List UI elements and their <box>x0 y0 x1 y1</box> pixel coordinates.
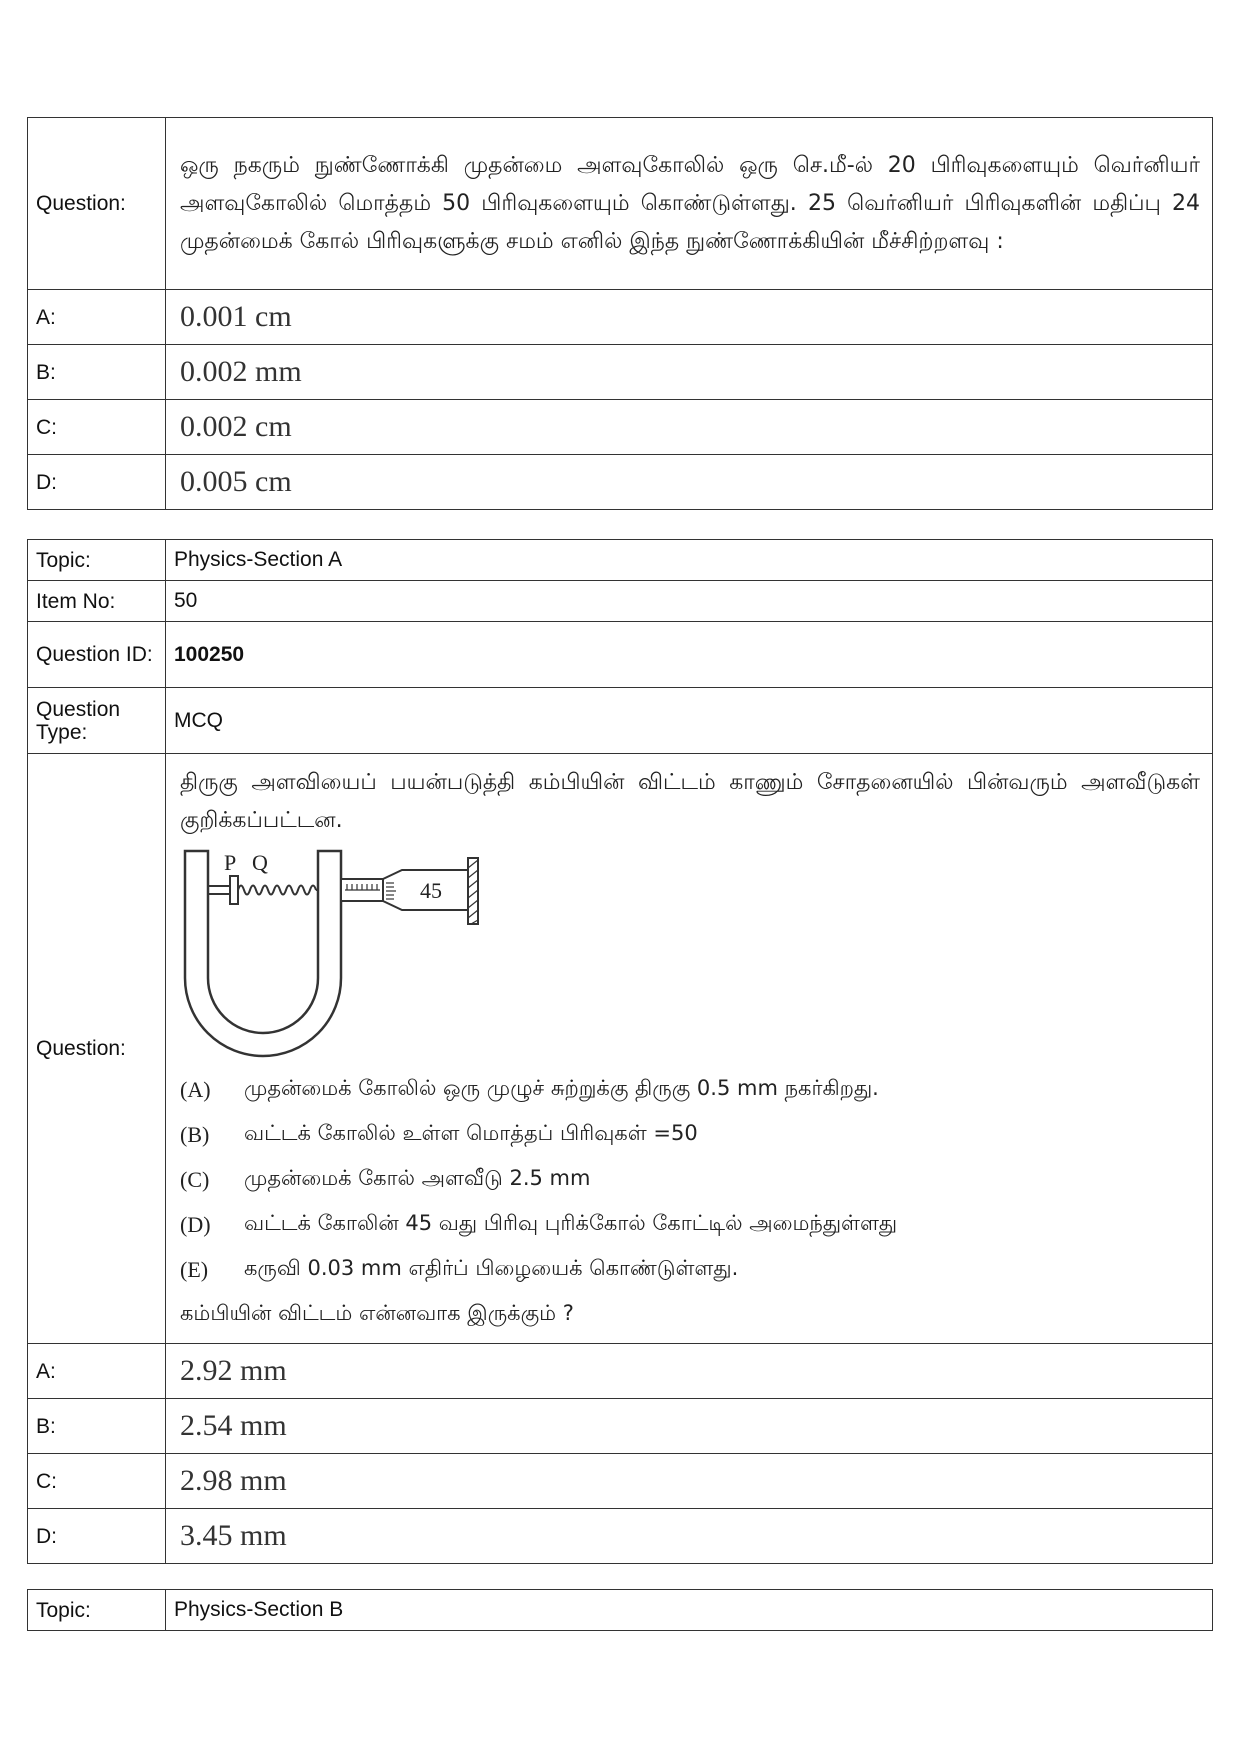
option-value-d: 3.45 mm <box>166 1509 1213 1564</box>
question-label: Question: <box>28 754 166 1344</box>
statement-d: (D) வட்டக் கோலின் 45 வது பிரிவு புரிக்கோல் கோட்டில் அமைந்துள்ளது <box>180 1211 898 1237</box>
question-closing: கம்பியின் விட்டம் என்னவாக இருக்கும் ? <box>180 1301 574 1325</box>
statement-list <box>166 1067 1212 1337</box>
label-q: Q <box>252 850 268 875</box>
option-label-d: D: <box>28 1509 166 1564</box>
option-label-c: C: <box>28 1454 166 1509</box>
question-type-label: Question Type: <box>28 688 166 754</box>
statement-c: (C) முதன்மைக் கோல் அளவீடு 2.5 mm <box>180 1166 591 1192</box>
question-table-2 <box>27 539 1213 1564</box>
option-value-b: 2.54 mm <box>166 1399 1213 1454</box>
question-label: Question: <box>28 118 166 290</box>
option-label-b: B: <box>28 1399 166 1454</box>
question-cell <box>166 754 1213 1344</box>
option-label-b: B: <box>28 345 166 400</box>
gauge-frame <box>185 851 341 1056</box>
question-type-value: MCQ <box>166 688 1213 754</box>
option-label-a: A: <box>28 290 166 345</box>
question-id-label: Question ID: <box>28 622 166 688</box>
option-value-c: 0.002 cm <box>166 400 1213 455</box>
option-value-a: 0.001 cm <box>166 290 1213 345</box>
question-text: ஒரு நகரும் நுண்ணோக்கி முதன்மை அளவுகோலில் ஒரு செ.மீ-ல் 20 பிரிவுகளையும் வெர்னியர் அளவுகோலில் மொத்தம் 50 பிரிவுகளையும் கொண்டுள்ளது. 25 வெர்னியர் பிரிவுகளின் மதிப்பு 24 முதன்மைக் கோல் பிரிவுகளுக்கு சமம் எனில் இந்த நுண்ணோக்கியின் மீச்சிற்றளவு : <box>180 152 1200 254</box>
question-id-value: 100250 <box>174 642 245 666</box>
question-id-cell <box>166 622 1213 688</box>
topic-label: Topic: <box>28 540 166 581</box>
option-value-a: 2.92 mm <box>166 1344 1213 1399</box>
plate-p <box>230 876 238 904</box>
option-label-d: D: <box>28 455 166 510</box>
statement-e: (E) கருவி 0.03 mm எதிர்ப் பிழையைக் கொண்டுள்ளது. <box>180 1256 739 1282</box>
statement-b: (B) வட்டக் கோலில் உள்ள மொத்தப் பிரிவுகள் =50 <box>180 1121 698 1147</box>
option-value-d: 0.005 cm <box>166 455 1213 510</box>
option-value-c: 2.98 mm <box>166 1454 1213 1509</box>
spring-coil <box>238 886 316 895</box>
question-table-3 <box>27 1589 1213 1631</box>
option-label-c: C: <box>28 400 166 455</box>
item-no-value: 50 <box>166 581 1213 622</box>
statement-a: (A) முதன்மைக் கோலில் ஒரு முழுச் சுற்றுக்கு திருகு 0.5 mm நகர்கிறது. <box>180 1076 879 1102</box>
screw-gauge-figure <box>166 840 1212 1067</box>
topic-label: Topic: <box>28 1590 166 1631</box>
topic-value: Physics-Section A <box>166 540 1213 581</box>
question-cell <box>166 118 1213 290</box>
option-label-a: A: <box>28 1344 166 1399</box>
option-value-b: 0.002 mm <box>166 345 1213 400</box>
label-p: P <box>224 850 237 875</box>
question-intro: திருகு அளவியைப் பயன்படுத்தி கம்பியின் விட்டம் காணும் சோதனையில் பின்வரும் அளவீடுகள் குறிக்கப்பட்டன. <box>180 770 1200 833</box>
label-45: 45 <box>420 878 442 903</box>
item-no-label: Item No: <box>28 581 166 622</box>
screw-gauge-diagram <box>180 848 500 1058</box>
question-table-1 <box>27 117 1213 510</box>
topic-value: Physics-Section B <box>166 1590 1213 1631</box>
